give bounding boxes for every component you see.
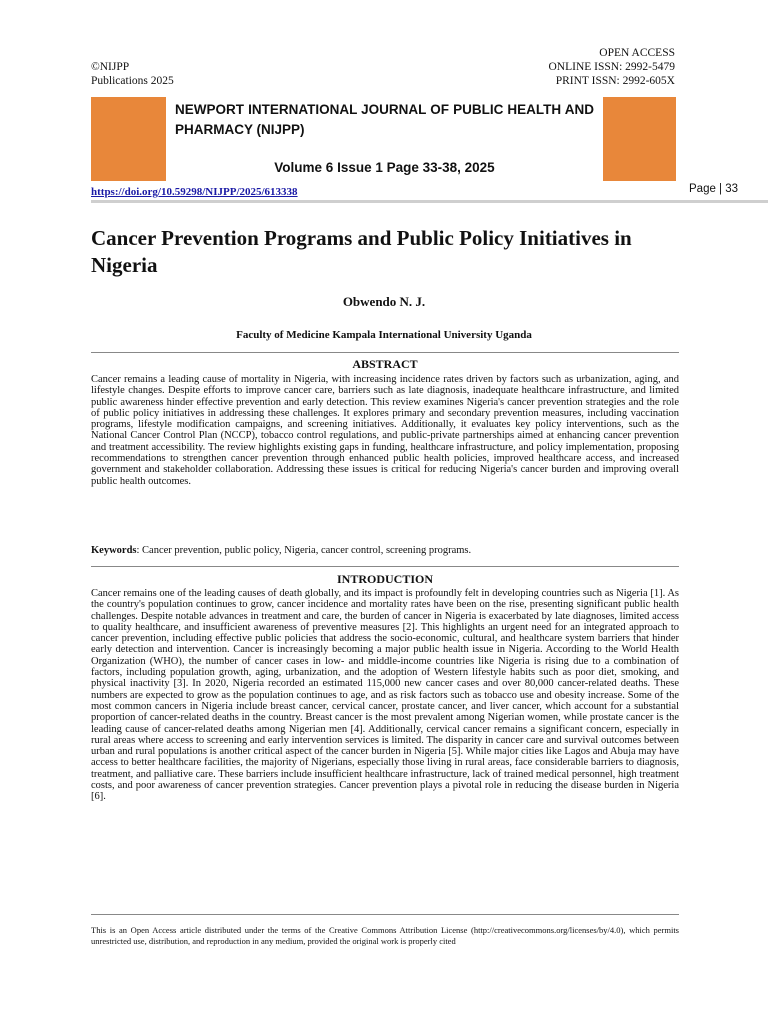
journal-banner [91, 97, 676, 181]
online-issn: ONLINE ISSN: 2992-5479 [548, 61, 675, 73]
page-number: Page | 33 [689, 183, 739, 195]
publisher-year: Publications 2025 [91, 75, 174, 87]
open-access-label: OPEN ACCESS [599, 47, 675, 59]
issn-block [549, 46, 676, 88]
author-name: Obwendo N. J. [342, 294, 426, 309]
abstract-heading: ABSTRACT [352, 357, 418, 371]
intro-heading: INTRODUCTION [336, 572, 433, 586]
publisher-name: ©NIJPP [91, 61, 130, 73]
abstract-text: Cancer remains a leading cause of mortality in Nigeria, with increasing incidence rates driven by factors such as urbanization, aging, and lifestyle changes. Despite efforts to improve cancer care, barriers such as late diagnosis, inadequate healthcare infrastructure, and limited public awareness hinder effective prevention and early detection. This review examines Nigeria's cancer prevention strategies and the role of public policy initiatives in addressing these challenges. It explores primary and secondary prevention measures, including vaccination programs, lifestyle modification campaigns, and screening initiatives. Additionally, it evaluates key policy interventions, such as the National Cancer Control Plan (NCCP), tobacco control regulations, and public-private partnerships aimed at enhancing cancer prevention and treatment accessibility. The review highlights existing gaps in funding, healthcare infrastructure, and policy implementation, proposing recommendations to strengthen cancer prevention through enhanced public health policies, improved healthcare access, and increased government and stakeholder collaboration. Addressing these issues is critical for reducing Nigeria's cancer burden and improving overall public health outcomes. [91, 374, 679, 487]
keywords-label: Keywords [91, 545, 137, 556]
journal-banner-panel [166, 97, 603, 181]
intro-text: Cancer remains one of the leading causes of death globally, and its impact is profoundly felt in developing countries such as Nigeria [1]. As the country's population continues to grow, cancer incidence and mortality rates have been on the rise, presenting significant public health challenges. Despite notable advances in treatment and care, the burden of cancer in Nigeria is exacerbated by late diagnoses, limited access to quality healthcare, and insufficient awareness of preventive measures [2]. This highlights an urgent need for an integrated approach to cancer prevention, including effective public policies that address the socio-economic, cultural, and healthcare system barriers that hinder early detection and intervention. Cancer is increasingly becoming a major public health issue in Nigeria. According to the World Health Organization (WHO), the number of cancer cases in low- and middle-income countries like Nigeria is rising due to a combination of factors, including population growth, aging, urbanization, and the adoption of Western lifestyle habits such as poor diet, smoking, and physical inactivity [3]. In 2020, Nigeria recorded an estimated 115,000 new cancer cases and over 80,000 cancer-related deaths. These numbers are expected to grow as the population continues to age, and as risk factors such as tobacco use and obesity increase. Some of the most common cancers in Nigeria include breast cancer, cervical cancer, prostate cancer, and liver cancer, which account for a substantial proportion of cancer-related deaths in the country. Breast cancer is the most prevalent among Nigerian women, while prostate cancer is the leading cause of cancer-related deaths among Nigerian men [4]. Additionally, cervical cancer remains a significant concern, especially in rural areas where access to screening and early intervention services is limited. The disparity in cancer care and survival outcomes between urban and rural populations is another critical aspect of the cancer burden in Nigeria [5]. While major cities like Lagos and Abuja may have access to better healthcare facilities, the majority of Nigerians, especially those living in rural areas, face considerable barriers to diagnosis, treatment, and palliative care. These barriers include insufficient healthcare infrastructure, lack of trained medical personnel, high treatment costs, and poor awareness of cancer prevention strategies. Cancer prevention plays a pivotal role in reducing the disease burden in Nigeria [6]. [91, 588, 679, 803]
print-issn: PRINT ISSN: 2992-605X [555, 75, 675, 87]
volume-info: Volume 6 Issue 1 Page 33-38, 2025 [274, 160, 495, 175]
footer-rule [91, 914, 679, 915]
keywords-list: : Cancer prevention, public policy, Nigeria, cancer control, screening programs. [136, 545, 472, 556]
author-affiliation: Faculty of Medicine Kampala International University Uganda [236, 329, 532, 341]
doi-link[interactable]: https://doi.org/10.59298/NIJPP/2025/613338 [91, 186, 298, 198]
intro-top-rule [91, 566, 679, 567]
header-divider [91, 200, 768, 203]
abstract-top-rule [91, 352, 679, 353]
journal-title: NEWPORT INTERNATIONAL JOURNAL OF PUBLIC HEALTH AND PHARMACY (NIJPP) [175, 102, 594, 137]
article-title: Cancer Prevention Programs and Public Policy Initiatives in Nigeria [91, 226, 632, 277]
license-note: This is an Open Access article distributed under the terms of the Creative Commons Attribution License (http://creativecommons.org/licenses/by/4.0), which permits unrestricted use, distribution, and reproduction in any medium, provided the original work is properly cited [91, 925, 679, 946]
publisher-block [91, 60, 174, 88]
keywords [91, 545, 679, 556]
